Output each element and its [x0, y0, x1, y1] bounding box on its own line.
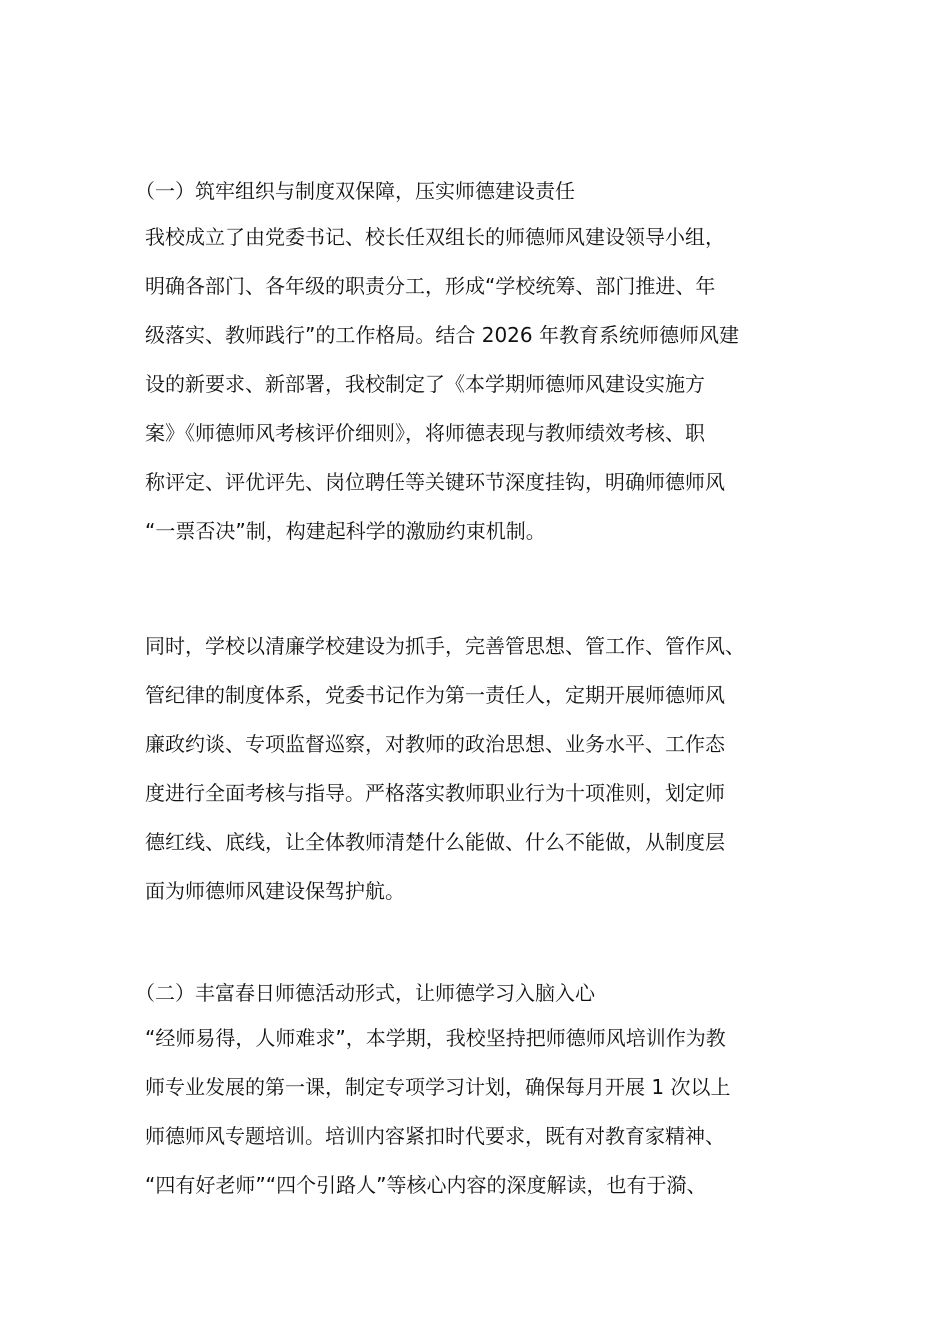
text-line: 称评定、评优评先、岗位聘任等关键环节深度挂钩，明确师德师风 [145, 470, 725, 494]
section-heading-2: （二）丰富春日师德活动形式，让师德学习入脑入心 [135, 981, 595, 1005]
text-line: 师专业发展的第一课，制定专项学习计划，确保每月开展 1 次以上 [145, 1075, 731, 1099]
text-line: “一票否决”制，构建起科学的激励约束机制。 [145, 519, 546, 543]
text-line: “经师易得，人师难求”，本学期，我校坚持把师德师风培训作为教 [145, 1026, 726, 1050]
text-line: 我校成立了由党委书记、校长任双组长的师德师风建设领导小组， [145, 225, 725, 249]
text-line: 同时，学校以清廉学校建设为抓手，完善管思想、管工作、管作风、 [145, 634, 745, 658]
text-line: 级落实、教师践行”的工作格局。结合 2026 年教育系统师德师风建 [145, 323, 739, 347]
section-1-paragraph-1 [145, 213, 835, 556]
text-line: 明确各部门、各年级的职责分工，形成“学校统筹、部门推进、年 [145, 274, 716, 298]
section-1-paragraph-2 [145, 622, 835, 916]
text-line: 廉政约谈、专项监督巡察，对教师的政治思想、业务水平、工作态 [145, 732, 725, 756]
text-line: 度进行全面考核与指导。严格落实教师职业行为十项准则，划定师 [145, 781, 725, 805]
text-line: 德红线、底线，让全体教师清楚什么能做、什么不能做，从制度层 [145, 830, 725, 854]
text-line: 设的新要求、新部署，我校制定了《本学期师德师风建设实施方 [145, 372, 705, 396]
text-line: “四有好老师”“四个引路人”等核心内容的深度解读，也有于漪、 [145, 1173, 707, 1197]
document-body [135, 178, 835, 1210]
text-line: 面为师德师风建设保驾护航。 [145, 879, 405, 903]
text-line: 管纪律的制度体系，党委书记作为第一责任人，定期开展师德师风 [145, 683, 725, 707]
text-line: 案》《师德师风考核评价细则》，将师德表现与教师绩效考核、职 [145, 421, 705, 445]
text-line: 师德师风专题培训。培训内容紧扣时代要求，既有对教育家精神、 [145, 1124, 725, 1148]
section-heading-1: （一）筑牢组织与制度双保障，压实师德建设责任 [135, 179, 575, 203]
section-2-paragraph-1 [145, 1014, 835, 1210]
